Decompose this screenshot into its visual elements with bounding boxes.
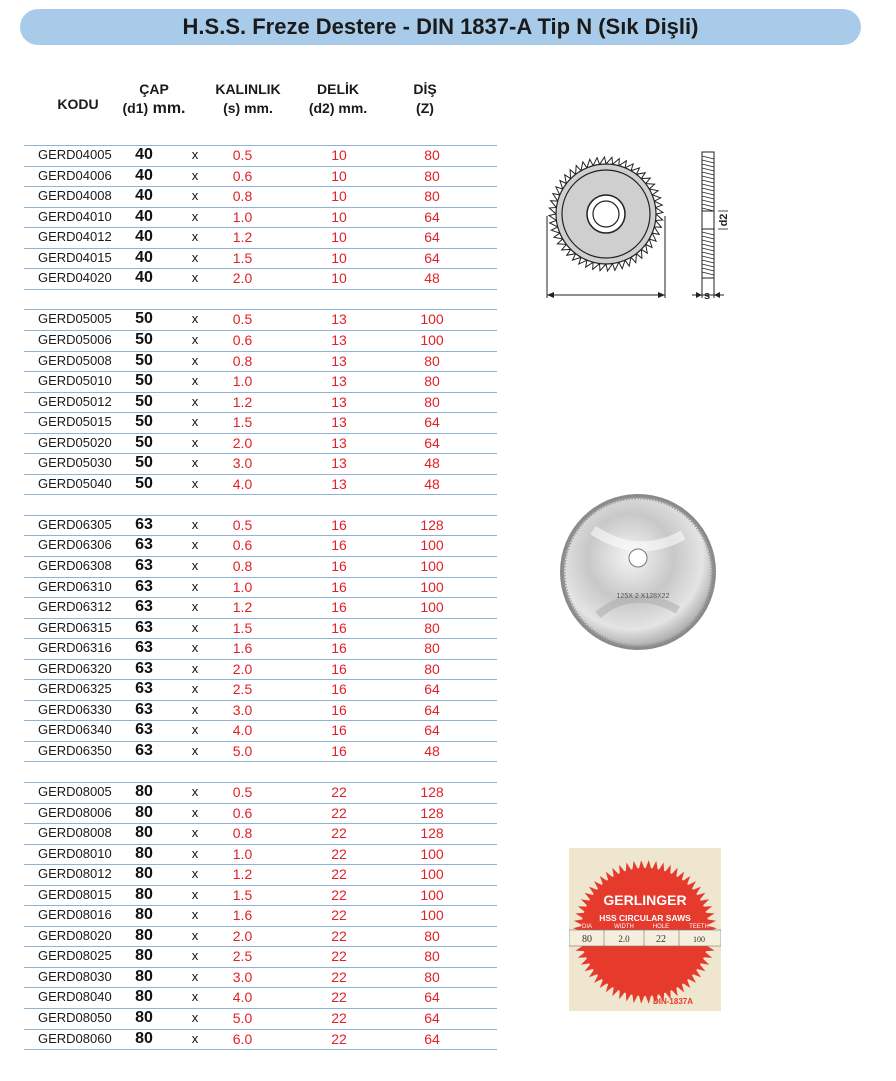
- separator-cell: x: [191, 147, 199, 162]
- thickness-cell: 4.0: [232, 722, 253, 739]
- teeth-cell: 100: [420, 845, 444, 862]
- thickness-cell: 2.5: [232, 681, 253, 698]
- hole-cell: 13: [331, 331, 347, 348]
- row-divider: [24, 289, 497, 290]
- code-cell: GERD05006: [38, 331, 112, 347]
- separator-cell: x: [191, 167, 199, 183]
- teeth-cell: 80: [424, 640, 440, 657]
- diameter-cell: 80: [135, 947, 153, 965]
- diameter-cell: 63: [135, 618, 153, 636]
- separator-cell: x: [191, 640, 199, 656]
- thickness-cell: 2.0: [232, 927, 253, 944]
- hole-cell: 10: [331, 188, 347, 205]
- package-label-teeth: TEETH: [689, 924, 709, 930]
- hole-cell: 10: [331, 147, 347, 163]
- teeth-cell: 80: [424, 660, 440, 677]
- diameter-cell: 50: [135, 310, 153, 328]
- blade-marking: 125X 2 X128X22: [616, 593, 670, 600]
- thickness-cell: 0.5: [232, 147, 253, 163]
- teeth-cell: 64: [424, 722, 440, 739]
- teeth-cell: 64: [424, 989, 440, 1006]
- s-label: s: [704, 290, 711, 302]
- separator-cell: x: [191, 393, 199, 409]
- separator-cell: x: [191, 948, 199, 964]
- separator-cell: x: [191, 1030, 199, 1046]
- thickness-cell: 2.0: [232, 434, 253, 451]
- teeth-cell: 128: [420, 783, 444, 800]
- diameter-cell: 63: [135, 536, 153, 554]
- separator-cell: x: [191, 886, 199, 902]
- header-hole-unit: (d2) mm.: [308, 100, 368, 116]
- separator-cell: x: [191, 722, 199, 738]
- teeth-cell: 100: [420, 537, 444, 554]
- hole-cell: 13: [331, 311, 347, 328]
- teeth-cell: 100: [420, 907, 444, 924]
- separator-cell: x: [191, 578, 199, 594]
- hole-cell: 13: [331, 475, 347, 492]
- teeth-cell: 48: [424, 475, 440, 492]
- separator-cell: x: [191, 188, 199, 204]
- separator-cell: x: [191, 475, 199, 491]
- hole-cell: 10: [331, 208, 347, 225]
- hole-cell: 22: [331, 907, 347, 924]
- teeth-cell: 64: [424, 701, 440, 718]
- teeth-cell: 80: [424, 147, 440, 163]
- thickness-cell: 1.5: [232, 619, 253, 636]
- header-diameter-title: ÇAP: [139, 81, 169, 97]
- separator-cell: x: [191, 701, 199, 717]
- diameter-cell: 50: [135, 413, 153, 431]
- thickness-cell: 0.8: [232, 825, 253, 841]
- code-cell: GERD08010: [38, 845, 112, 861]
- header-diameter-unit: (d1) mm.: [122, 100, 186, 117]
- diameter-cell: 63: [135, 598, 153, 615]
- teeth-cell: 100: [420, 886, 444, 903]
- thickness-cell: 0.5: [232, 516, 253, 533]
- separator-cell: x: [191, 208, 199, 224]
- code-cell: GERD06320: [38, 660, 112, 676]
- code-cell: GERD08030: [38, 968, 112, 984]
- diameter-cell: 63: [135, 556, 153, 574]
- thickness-cell: 0.5: [232, 311, 253, 328]
- code-cell: GERD06306: [38, 537, 112, 553]
- page-title: H.S.S. Freze Destere - DIN 1837-A Tip N (Sık Dişli): [20, 9, 861, 45]
- diameter-cell: 80: [135, 926, 153, 944]
- code-cell: GERD06308: [38, 557, 112, 573]
- package-label-hole: HOLE: [652, 924, 670, 930]
- teeth-cell: 80: [424, 927, 440, 944]
- header-hole: [297, 80, 379, 118]
- thickness-cell: 1.0: [232, 208, 253, 225]
- code-cell: GERD04006: [38, 167, 112, 183]
- diameter-cell: 63: [135, 680, 153, 698]
- diameter-cell: 50: [135, 372, 153, 389]
- hole-cell: 13: [331, 393, 347, 410]
- diameter-cell: 63: [135, 700, 153, 718]
- separator-cell: x: [191, 783, 199, 799]
- hole-cell: 16: [331, 701, 347, 718]
- separator-cell: x: [191, 907, 199, 923]
- hole-cell: 16: [331, 599, 347, 615]
- separator-cell: x: [191, 927, 199, 943]
- header-teeth: [400, 80, 450, 118]
- hole-cell: 22: [331, 989, 347, 1006]
- header-hole-title: DELİK: [317, 81, 359, 97]
- header-thickness-unit: (s) mm.: [223, 100, 273, 116]
- hole-cell: 22: [331, 927, 347, 944]
- thickness-cell: 2.0: [232, 270, 253, 287]
- thickness-cell: 3.0: [232, 701, 253, 718]
- thickness-cell: 5.0: [232, 742, 253, 759]
- code-cell: GERD06340: [38, 722, 112, 738]
- hole-cell: 22: [331, 1030, 347, 1047]
- code-cell: GERD08060: [38, 1030, 112, 1046]
- code-cell: GERD06312: [38, 599, 112, 614]
- header-thickness: [205, 80, 291, 118]
- teeth-cell: 48: [424, 455, 440, 472]
- diameter-cell: 80: [135, 1029, 153, 1047]
- diameter-cell: 40: [135, 248, 153, 266]
- separator-cell: x: [191, 557, 199, 573]
- separator-cell: x: [191, 619, 199, 635]
- diameter-cell: 80: [135, 988, 153, 1006]
- separator-cell: x: [191, 434, 199, 450]
- code-cell: GERD08050: [38, 1010, 112, 1025]
- diameter-cell: 50: [135, 392, 153, 410]
- separator-cell: x: [191, 270, 199, 286]
- diameter-cell: 63: [135, 659, 153, 677]
- row-divider: [24, 1049, 497, 1050]
- teeth-cell: 100: [420, 599, 444, 615]
- teeth-cell: 100: [420, 557, 444, 574]
- hole-cell: 22: [331, 968, 347, 985]
- thickness-cell: 1.2: [232, 599, 253, 615]
- teeth-cell: 80: [424, 393, 440, 410]
- teeth-cell: 64: [424, 208, 440, 225]
- thickness-cell: 1.0: [232, 373, 253, 389]
- diameter-cell: 63: [135, 721, 153, 739]
- hole-cell: 10: [331, 167, 347, 184]
- code-cell: GERD08025: [38, 948, 112, 964]
- separator-cell: x: [191, 825, 199, 840]
- hole-cell: 16: [331, 660, 347, 677]
- diameter-cell: 40: [135, 166, 153, 184]
- separator-cell: x: [191, 229, 199, 245]
- thickness-cell: 5.0: [232, 1010, 253, 1026]
- header-thickness-title: KALINLIK: [215, 81, 281, 97]
- diameter-cell: 40: [135, 269, 153, 287]
- diameter-cell: 40: [135, 207, 153, 225]
- code-cell: GERD04005: [38, 147, 112, 162]
- code-cell: GERD08040: [38, 989, 112, 1005]
- separator-cell: x: [191, 989, 199, 1005]
- code-cell: GERD06316: [38, 640, 112, 656]
- separator-cell: x: [191, 414, 199, 430]
- code-cell: GERD08020: [38, 927, 112, 943]
- separator-cell: x: [191, 1010, 199, 1025]
- diameter-cell: 80: [135, 967, 153, 985]
- diameter-cell: 63: [135, 741, 153, 759]
- code-cell: GERD06330: [38, 701, 112, 717]
- hole-cell: 22: [331, 845, 347, 862]
- diameter-cell: 80: [135, 865, 153, 883]
- teeth-cell: 64: [424, 414, 440, 431]
- thickness-cell: 1.6: [232, 907, 253, 924]
- thickness-cell: 1.2: [232, 229, 253, 246]
- thickness-cell: 1.5: [232, 414, 253, 431]
- gerlinger-package-photo: [569, 848, 721, 1011]
- hole-cell: 22: [331, 783, 347, 800]
- thickness-cell: 3.0: [232, 455, 253, 472]
- code-cell: GERD05015: [38, 414, 112, 430]
- diameter-cell: 63: [135, 577, 153, 595]
- hole-cell: 16: [331, 722, 347, 739]
- separator-cell: x: [191, 866, 199, 882]
- diameter-cell: 40: [135, 146, 153, 163]
- package-subtitle: HSS CIRCULAR SAWS: [599, 913, 691, 923]
- diameter-cell: 80: [135, 803, 153, 821]
- d2-label: d2: [718, 213, 730, 227]
- diameter-cell: 80: [135, 782, 153, 800]
- hole-cell: 16: [331, 640, 347, 657]
- teeth-cell: 80: [424, 167, 440, 184]
- hole-cell: 16: [331, 742, 347, 759]
- separator-cell: x: [191, 742, 199, 758]
- code-cell: GERD06305: [38, 516, 112, 532]
- teeth-cell: 128: [420, 516, 444, 533]
- separator-cell: x: [191, 804, 199, 820]
- hole-cell: 10: [331, 249, 347, 266]
- teeth-cell: 80: [424, 948, 440, 965]
- diameter-cell: 50: [135, 330, 153, 348]
- teeth-cell: 64: [424, 681, 440, 698]
- code-cell: GERD08015: [38, 886, 112, 902]
- thickness-cell: 0.5: [232, 783, 253, 800]
- diameter-cell: 50: [135, 433, 153, 451]
- diameter-cell: 50: [135, 474, 153, 492]
- teeth-cell: 128: [420, 825, 444, 841]
- code-cell: GERD08012: [38, 866, 112, 882]
- row-divider: [24, 761, 497, 762]
- thickness-cell: 0.6: [232, 537, 253, 554]
- diameter-cell: 63: [135, 639, 153, 657]
- separator-cell: x: [191, 968, 199, 984]
- hole-cell: 16: [331, 619, 347, 636]
- thickness-cell: 1.0: [232, 845, 253, 862]
- diameter-cell: 80: [135, 885, 153, 903]
- teeth-cell: 80: [424, 352, 440, 369]
- thickness-cell: 2.0: [232, 660, 253, 677]
- separator-cell: x: [191, 681, 199, 697]
- code-cell: GERD05005: [38, 311, 112, 327]
- hole-cell: 13: [331, 434, 347, 451]
- hole-cell: 22: [331, 804, 347, 821]
- header-diameter: [112, 80, 196, 118]
- thickness-cell: 4.0: [232, 475, 253, 492]
- package-label-width: WIDTH: [614, 924, 634, 930]
- teeth-cell: 64: [424, 229, 440, 246]
- code-cell: GERD04012: [38, 229, 112, 245]
- hole-cell: 13: [331, 352, 347, 369]
- code-cell: GERD06315: [38, 619, 112, 635]
- separator-cell: x: [191, 845, 199, 861]
- code-cell: GERD04008: [38, 188, 112, 204]
- hole-cell: 22: [331, 948, 347, 965]
- teeth-cell: 80: [424, 619, 440, 636]
- teeth-cell: 100: [420, 866, 444, 883]
- thickness-cell: 0.8: [232, 352, 253, 369]
- package-brand: GERLINGER: [603, 892, 687, 908]
- code-cell: GERD08016: [38, 907, 112, 923]
- thickness-cell: 1.2: [232, 393, 253, 410]
- teeth-cell: 48: [424, 742, 440, 759]
- code-cell: GERD06310: [38, 578, 112, 594]
- code-cell: GERD04020: [38, 270, 112, 286]
- separator-cell: x: [191, 537, 199, 553]
- teeth-cell: 48: [424, 270, 440, 287]
- code-cell: GERD06350: [38, 742, 112, 758]
- hole-cell: 22: [331, 886, 347, 903]
- teeth-cell: 100: [420, 311, 444, 328]
- separator-cell: x: [191, 249, 199, 265]
- code-cell: GERD05008: [38, 352, 112, 368]
- separator-cell: x: [191, 373, 199, 388]
- thickness-cell: 0.8: [232, 557, 253, 574]
- saw-technical-drawing: [540, 148, 730, 308]
- teeth-cell: 80: [424, 968, 440, 985]
- teeth-cell: 100: [420, 331, 444, 348]
- hole-cell: 13: [331, 373, 347, 389]
- teeth-cell: 80: [424, 188, 440, 205]
- thickness-cell: 4.0: [232, 989, 253, 1006]
- diameter-cell: 80: [135, 844, 153, 862]
- separator-cell: x: [191, 311, 199, 327]
- hole-cell: 10: [331, 229, 347, 246]
- hole-cell: 10: [331, 270, 347, 287]
- separator-cell: x: [191, 455, 199, 471]
- thickness-cell: 2.5: [232, 948, 253, 965]
- separator-cell: x: [191, 331, 199, 347]
- hole-cell: 22: [331, 825, 347, 841]
- package-label-dia: DIA: [581, 924, 593, 930]
- diameter-cell: 63: [135, 515, 153, 533]
- teeth-cell: 100: [420, 578, 444, 595]
- hole-cell: 16: [331, 537, 347, 554]
- separator-cell: x: [191, 599, 199, 614]
- diameter-cell: 80: [135, 824, 153, 841]
- hole-cell: 16: [331, 516, 347, 533]
- teeth-cell: 128: [420, 804, 444, 821]
- thickness-cell: 1.2: [232, 866, 253, 883]
- code-cell: GERD05040: [38, 475, 112, 491]
- hole-cell: 16: [331, 578, 347, 595]
- diameter-cell: 40: [135, 228, 153, 246]
- package-value-dia: 80: [582, 934, 592, 945]
- code-cell: GERD04010: [38, 208, 112, 224]
- row-divider: [24, 494, 497, 495]
- thickness-cell: 0.6: [232, 804, 253, 821]
- thickness-cell: 6.0: [232, 1030, 253, 1047]
- code-cell: GERD05012: [38, 393, 112, 409]
- code-cell: GERD05030: [38, 455, 112, 471]
- code-cell: GERD05010: [38, 373, 112, 388]
- hole-cell: 22: [331, 866, 347, 883]
- code-cell: GERD08005: [38, 783, 112, 799]
- thickness-cell: 3.0: [232, 968, 253, 985]
- package-value-teeth: 100: [693, 935, 705, 944]
- thickness-cell: 1.5: [232, 249, 253, 266]
- header-teeth-title: DİŞ: [413, 81, 437, 97]
- hole-cell: 13: [331, 414, 347, 431]
- code-cell: GERD05020: [38, 434, 112, 450]
- teeth-cell: 64: [424, 1010, 440, 1026]
- diameter-cell: 50: [135, 351, 153, 369]
- separator-cell: x: [191, 352, 199, 368]
- diameter-cell: 80: [135, 906, 153, 924]
- hole-cell: 13: [331, 455, 347, 472]
- code-cell: GERD06325: [38, 681, 112, 697]
- thickness-cell: 0.8: [232, 188, 253, 205]
- diameter-cell: 80: [135, 1009, 153, 1026]
- thickness-cell: 0.6: [232, 167, 253, 184]
- package-value-width: 2.0: [618, 934, 630, 944]
- package-value-hole: 22: [656, 934, 666, 945]
- hole-cell: 16: [331, 681, 347, 698]
- teeth-cell: 64: [424, 249, 440, 266]
- code-cell: GERD08006: [38, 804, 112, 820]
- hole-cell: 22: [331, 1010, 347, 1026]
- hole-cell: 16: [331, 557, 347, 574]
- thickness-cell: 1.5: [232, 886, 253, 903]
- thickness-cell: 1.0: [232, 578, 253, 595]
- code-cell: GERD08008: [38, 825, 112, 840]
- code-cell: GERD04015: [38, 249, 112, 265]
- saw-blade-photo: [553, 490, 723, 660]
- thickness-cell: 0.6: [232, 331, 253, 348]
- diameter-cell: 40: [135, 187, 153, 205]
- header-code: KODU: [57, 96, 99, 112]
- thickness-cell: 1.6: [232, 640, 253, 657]
- header-teeth-unit: (Z): [416, 100, 434, 116]
- teeth-cell: 64: [424, 434, 440, 451]
- separator-cell: x: [191, 516, 199, 532]
- separator-cell: x: [191, 660, 199, 676]
- teeth-cell: 80: [424, 373, 440, 389]
- package-standard: DIN-1837A: [652, 997, 694, 1006]
- teeth-cell: 64: [424, 1030, 440, 1047]
- diameter-cell: 50: [135, 454, 153, 472]
